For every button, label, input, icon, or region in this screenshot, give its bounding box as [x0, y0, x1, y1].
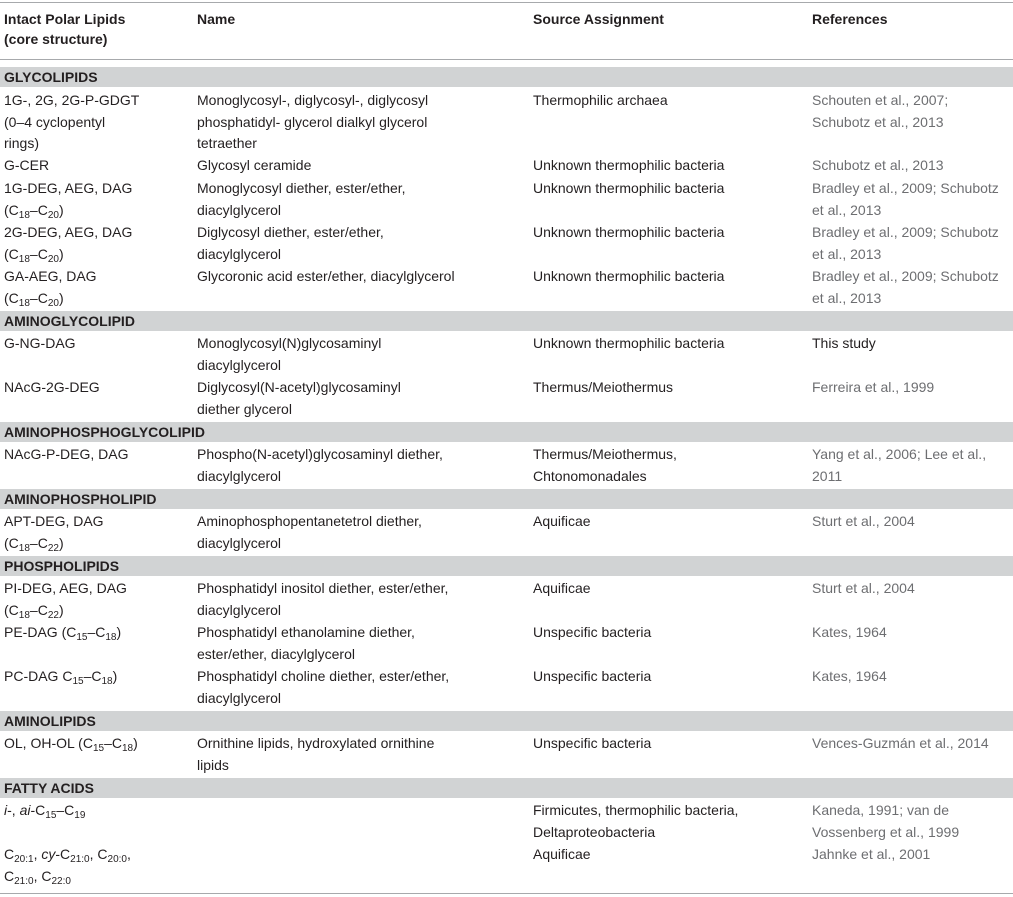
table-cell: Monoglycosyl-, diglycosyl-, diglycosyl phosphatidyl- glycerol dialkyl glycerol tetraether	[197, 92, 429, 151]
table-cell: Unknown thermophilic bacteria	[533, 180, 725, 196]
reference-cell: Jahnke et al., 2001	[812, 846, 931, 862]
reference-cell: Kates, 1964	[812, 668, 887, 684]
table-cell: OL, OH-OL $(C_{15}-C_{18})$	[4, 735, 138, 754]
table-cell: Aminophosphopentanetetrol diether, diacylglycerol	[197, 513, 422, 551]
reference-cell: Vences-Guzmán et al., 2014	[812, 735, 989, 751]
reference-cell: Kates, 1964	[812, 624, 887, 640]
table-cell: 2G-DEG, AEG, DAG $(C_{18}-C_{20})$	[4, 224, 133, 265]
table-cell: Thermus/Meiothermus, Chtonomonadales	[533, 446, 677, 484]
table-cell: PC-DAG $C_{15}-C_{18}$)	[4, 668, 118, 687]
table-cell: Unknown thermophilic bacteria	[533, 268, 725, 284]
table-cell: Diglycosyl(N-acetyl)glycosaminyl diether glycerol	[197, 379, 401, 417]
table-cell: Unspecific bacteria	[533, 735, 652, 751]
reference-cell: Bradley et al., 2009; Schubotz et al., 2013	[812, 268, 999, 306]
table-cell: PE-DAG $(C_{15}-C_{18})$	[4, 624, 122, 643]
table-cell: Unspecific bacteria	[533, 668, 652, 684]
header-line: (core structure)	[4, 31, 108, 47]
table-cell: Aquificae	[533, 846, 591, 862]
table-cell: $C_{20:1}$, $cy-C_{21:0}$, $C_{20:0}$, $C_{21:0}$, $C_{22:0}$	[4, 846, 131, 887]
header-rule	[0, 59, 1013, 60]
table-cell: Diglycosyl diether, ester/ether, diacylglycerol	[197, 224, 384, 262]
table-cell: Monoglycosyl(N)glycosaminyl diacylglycerol	[197, 335, 382, 373]
section-fatty-acids: FATTY ACIDS	[0, 778, 1013, 798]
table-cell: Unknown thermophilic bacteria	[533, 157, 725, 173]
section-aminophosphoglycolipid: AMINOPHOSPHOGLYCOLIPID	[0, 422, 1013, 442]
table-cell: Phosphatidyl inositol diether, ester/ether, diacylglycerol	[197, 580, 449, 618]
section-glycolipids: GLYCOLIPIDS	[0, 67, 1013, 87]
table-cell: Thermophilic archaea	[533, 92, 668, 108]
table-cell: G-NG-DAG	[4, 335, 76, 351]
table-cell: NAcG-2G-DEG	[4, 379, 100, 395]
table-cell: Glycoronic acid ester/ether, diacylglycerol	[197, 268, 455, 284]
section-aminoglycolipid: AMINOGLYCOLIPID	[0, 311, 1013, 331]
column-header-references: References	[812, 11, 888, 27]
reference-cell: Yang et al., 2006; Lee et al., 2011	[812, 446, 987, 484]
table-cell: Monoglycosyl diether, ester/ether, diacylglycerol	[197, 180, 406, 218]
table-cell: Ornithine lipids, hydroxylated ornithine lipids	[197, 735, 435, 773]
table-cell: Phospho(N-acetyl)glycosaminyl diether, diacylglycerol	[197, 446, 443, 484]
table-cell: PI-DEG, AEG, DAG $(C_{18}-C_{22})$	[4, 580, 127, 621]
reference-cell: Bradley et al., 2009; Schubotz et al., 2013	[812, 180, 999, 218]
bottom-rule	[0, 893, 1013, 894]
table-cell: Unknown thermophilic bacteria	[533, 224, 725, 240]
header-line: Intact Polar Lipids	[4, 11, 126, 27]
table-cell: NAcG-P-DEG, DAG	[4, 446, 129, 462]
reference-cell: This study	[812, 335, 876, 351]
reference-cell: Sturt et al., 2004	[812, 513, 915, 529]
table-cell: Firmicutes, thermophilic bacteria, Deltaproteobacteria	[533, 802, 739, 840]
reference-cell: Schubotz et al., 2013	[812, 157, 944, 173]
table-cell: Unspecific bacteria	[533, 624, 652, 640]
column-header-source: Source Assignment	[533, 11, 664, 27]
table-cell: 1G-DEG, AEG, DAG $(C_{18}-C_{20})$	[4, 180, 133, 221]
table-cell: Thermus/Meiothermus	[533, 379, 674, 395]
section-aminolipids: AMINOLIPIDS	[0, 711, 1013, 731]
table-cell: Aquificae	[533, 580, 591, 596]
table-cell: Phosphatidyl ethanolamine diether, ester/ether, diacylglycerol	[197, 624, 415, 662]
table-cell: APT-DEG, DAG $(C_{18}-C_{22})$	[4, 513, 104, 554]
section-phospholipids: PHOSPHOLIPIDS	[0, 556, 1013, 576]
column-header-name: Name	[197, 11, 236, 27]
table-cell: i-, $ai-C_{15}-C_{19}$	[4, 802, 86, 821]
reference-cell: Kaneda, 1991; van de Vossenberg et al., 1999	[812, 802, 960, 840]
table-cell: Glycosyl ceramide	[197, 157, 312, 173]
section-aminophospholipid: AMINOPHOSPHOLIPID	[0, 489, 1013, 509]
reference-cell: Ferreira et al., 1999	[812, 379, 935, 395]
column-header-lipids	[4, 9, 125, 49]
reference-cell: Schouten et al., 2007; Schubotz et al., 2013	[812, 92, 949, 130]
table-cell: G-CER	[4, 157, 50, 173]
top-rule	[0, 2, 1013, 3]
table-cell: Aquificae	[533, 513, 591, 529]
reference-cell: Sturt et al., 2004	[812, 580, 915, 596]
table-cell: 1G-, 2G, 2G-P-GDGT (0–4 cyclopentyl rings)	[4, 92, 140, 151]
table-cell: GA-AEG, DAG $(C_{18}-C_{20})$	[4, 268, 97, 309]
table-cell: Unknown thermophilic bacteria	[533, 335, 725, 351]
table-cell: Phosphatidyl choline diether, ester/ether, diacylglycerol	[197, 668, 450, 706]
reference-cell: Bradley et al., 2009; Schubotz et al., 2013	[812, 224, 999, 262]
